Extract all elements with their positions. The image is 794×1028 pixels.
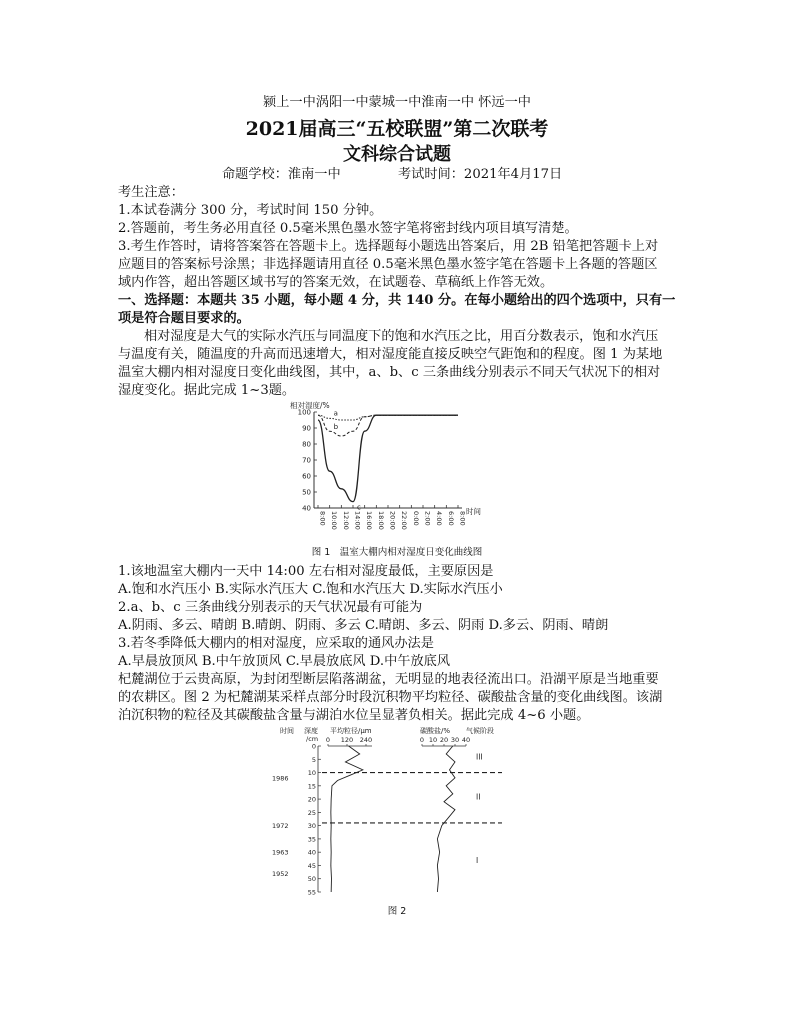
passage2-line3: 泊沉积物的粒径及其碳酸盐含量与湖泊水位呈显著负相关。据此完成 4~6 小题。 xyxy=(118,708,590,723)
passage1-line4: 湿度变化。据此完成 1~3题。 xyxy=(118,383,296,398)
x-tick-label: 4:00 xyxy=(435,511,444,526)
figure-1-xlabel: 时间 xyxy=(466,507,481,516)
grain-tick-label: 240 xyxy=(359,736,373,744)
y-tick-label: 100 xyxy=(297,408,311,417)
notice-item-3b: 应题目的答案标号涂黑；非选择题请用直径 0.5毫米黑色墨水签字笔在答题卡上各题的答题区 xyxy=(118,257,658,272)
passage2-line1: 杞麓湖位于云贵高原，为封闭型断层陷落湖盆，无明显的地表径流出口。沿湖平原是当地重要 xyxy=(118,672,659,687)
series-line-c xyxy=(318,415,458,501)
passage1-line2: 与温度有关，随温度的升高而迅速增大，相对湿度能直接反映空气距饱和的程度。图 1 为某地 xyxy=(118,347,663,362)
depth-tick-label: 15 xyxy=(307,782,316,791)
depth-tick-label: 50 xyxy=(307,875,316,884)
x-tick-label: 14:00 xyxy=(353,511,362,530)
depth-tick-label: 55 xyxy=(307,888,316,896)
school-list: 颍上一中涡阳一中蒙城一中淮南一中 怀远一中 xyxy=(263,95,531,110)
question-2: 2.a、b、c 三条曲线分别表示的天气状况最有可能为 xyxy=(118,600,423,615)
carbonate-curve xyxy=(437,746,455,892)
x-tick-label: 0:00 xyxy=(411,511,420,526)
figure-2-stage-label: 气候阶段 xyxy=(466,727,494,735)
grain-tick-label: 0 xyxy=(325,736,331,744)
question-3: 3.若冬季降低大棚内的相对湿度，应采取的通风办法是 xyxy=(118,636,434,651)
series-line-b xyxy=(318,415,458,436)
series-label-a: a xyxy=(333,409,338,418)
exam-subtitle: 文科综合试题 xyxy=(343,144,451,165)
figure-2-depth-header: 深度 xyxy=(304,727,318,735)
notice-item-3c: 域内作答，超出答题区域书写的答案无效，在试题卷、草稿纸上作答无效。 xyxy=(118,275,554,290)
x-tick-label: 18:00 xyxy=(376,511,385,530)
passage1-line1: 相对湿度是大气的实际水汽压与同温度下的饱和水汽压之比，用百分数表示，饱和水汽压 xyxy=(144,329,659,344)
carbonate-tick-label: 40 xyxy=(461,736,471,744)
carbonate-tick-label: 30 xyxy=(450,736,460,744)
depth-tick-label: 40 xyxy=(307,848,316,857)
x-tick-label: 16:00 xyxy=(365,511,374,530)
notice-item-3a: 3.考生作答时，请将答案答在答题卡上。选择题每小题选出答案后，用 2B 铅笔把答题卡上对 xyxy=(118,239,659,254)
series-line-a xyxy=(318,415,458,420)
figure-2 xyxy=(270,724,530,896)
figure-2-caption: 图 2 xyxy=(387,906,407,917)
section-heading-line1: 一、选择题：本题共 35 小题，每小题 4 分，共 140 分。在每小题给出的四个选项中，只有一 xyxy=(118,293,676,308)
depth-tick-label: 0 xyxy=(311,742,316,751)
year-label: 1972 xyxy=(272,822,289,831)
series-label-b: b xyxy=(333,423,339,432)
depth-tick-label: 20 xyxy=(307,795,316,804)
x-tick-label: 2:00 xyxy=(423,511,432,526)
grain-tick-label: 120 xyxy=(340,736,354,744)
y-tick-label: 90 xyxy=(302,424,311,433)
exam-title: 2021届高三“五校联盟”第二次联考 xyxy=(245,118,549,140)
x-tick-label: 8:00 xyxy=(318,511,327,526)
year-label: 1986 xyxy=(272,774,289,783)
x-tick-label: 20:00 xyxy=(388,511,397,530)
x-tick-label: 6:00 xyxy=(446,511,455,526)
notice-heading: 考生注意： xyxy=(118,185,184,200)
question-1-options: A.饱和水汽压小 B.实际水汽压大 C.饱和水汽压大 D.实际水汽压小 xyxy=(118,582,503,597)
series-label-c: c xyxy=(357,503,361,512)
y-tick-label: 40 xyxy=(302,504,311,513)
y-tick-label: 60 xyxy=(302,472,311,481)
y-tick-label: 50 xyxy=(302,488,311,497)
figure-2-depth-unit: /cm xyxy=(306,735,319,743)
year-label: 1963 xyxy=(272,848,289,857)
depth-tick-label: 10 xyxy=(307,769,316,778)
x-tick-label: 8:00 xyxy=(458,511,467,526)
depth-tick-label: 30 xyxy=(307,822,316,831)
passage2-line2: 的农耕区。图 2 为杞麓湖某采样点部分时段沉积物平均粒径、碳酸盐含量的变化曲线图。该湖 xyxy=(118,690,663,705)
figure-1-ylabel: 相对湿度/% xyxy=(290,401,330,410)
figure-2-chart xyxy=(270,724,530,896)
notice-item-1: 1.本试卷满分 300 分，考试时间 150 分钟。 xyxy=(118,203,383,218)
x-tick-label: 10:00 xyxy=(330,511,339,530)
passage1-line3: 温室大棚内相对湿度日变化曲线图，其中，a、b、c 三条曲线分别表示不同天气状况下的相对 xyxy=(118,365,661,380)
figure-2-time-header: 时间 xyxy=(280,727,294,735)
carbonate-tick-label: 0 xyxy=(419,736,425,744)
stage-label: II xyxy=(476,792,481,802)
carbonate-tick-label: 20 xyxy=(439,736,449,744)
question-2-options: A.阴雨、多云、晴朗 B.晴朗、阴雨、多云 C.晴朗、多云、阴雨 D.多云、阴雨、晴朗 xyxy=(118,618,609,633)
depth-tick-label: 25 xyxy=(307,808,316,817)
figure-1 xyxy=(270,398,510,558)
meta-school: 命题学校：淮南一中 xyxy=(222,167,341,182)
meta-time: 考试时间：2021年4月17日 xyxy=(398,167,563,182)
question-1: 1.该地温室大棚内一天中 14:00 左右相对湿度最低，主要原因是 xyxy=(118,564,494,579)
stage-label: I xyxy=(476,856,479,866)
year-label: 1952 xyxy=(272,869,289,878)
figure-1-chart xyxy=(270,398,510,558)
depth-tick-label: 45 xyxy=(307,861,316,870)
depth-tick-label: 5 xyxy=(311,755,316,764)
figure-1-caption: 图 1 温室大棚内相对湿度日变化曲线图 xyxy=(311,547,483,558)
x-tick-label: 12:00 xyxy=(341,511,350,530)
y-tick-label: 80 xyxy=(302,440,311,449)
figure-2-carbonate-label: 碳酸盐/% xyxy=(420,727,451,735)
figure-2-grain-label: 平均粒径/μm xyxy=(330,727,372,735)
carbonate-tick-label: 10 xyxy=(428,736,438,744)
y-tick-label: 70 xyxy=(302,456,311,465)
section-heading-line2: 项是符合题目要求的。 xyxy=(118,311,250,326)
question-3-options: A.早晨放顶风 B.中午放顶风 C.早晨放底风 D.中午放底风 xyxy=(118,654,451,669)
grain-size-curve xyxy=(331,746,363,892)
depth-tick-label: 35 xyxy=(307,835,316,844)
x-tick-label: 22:00 xyxy=(400,511,409,530)
stage-label: III xyxy=(476,752,483,762)
notice-item-2: 2.答题前，考生务必用直径 0.5毫米黑色墨水签字笔将密封线内项目填写清楚。 xyxy=(118,221,578,236)
